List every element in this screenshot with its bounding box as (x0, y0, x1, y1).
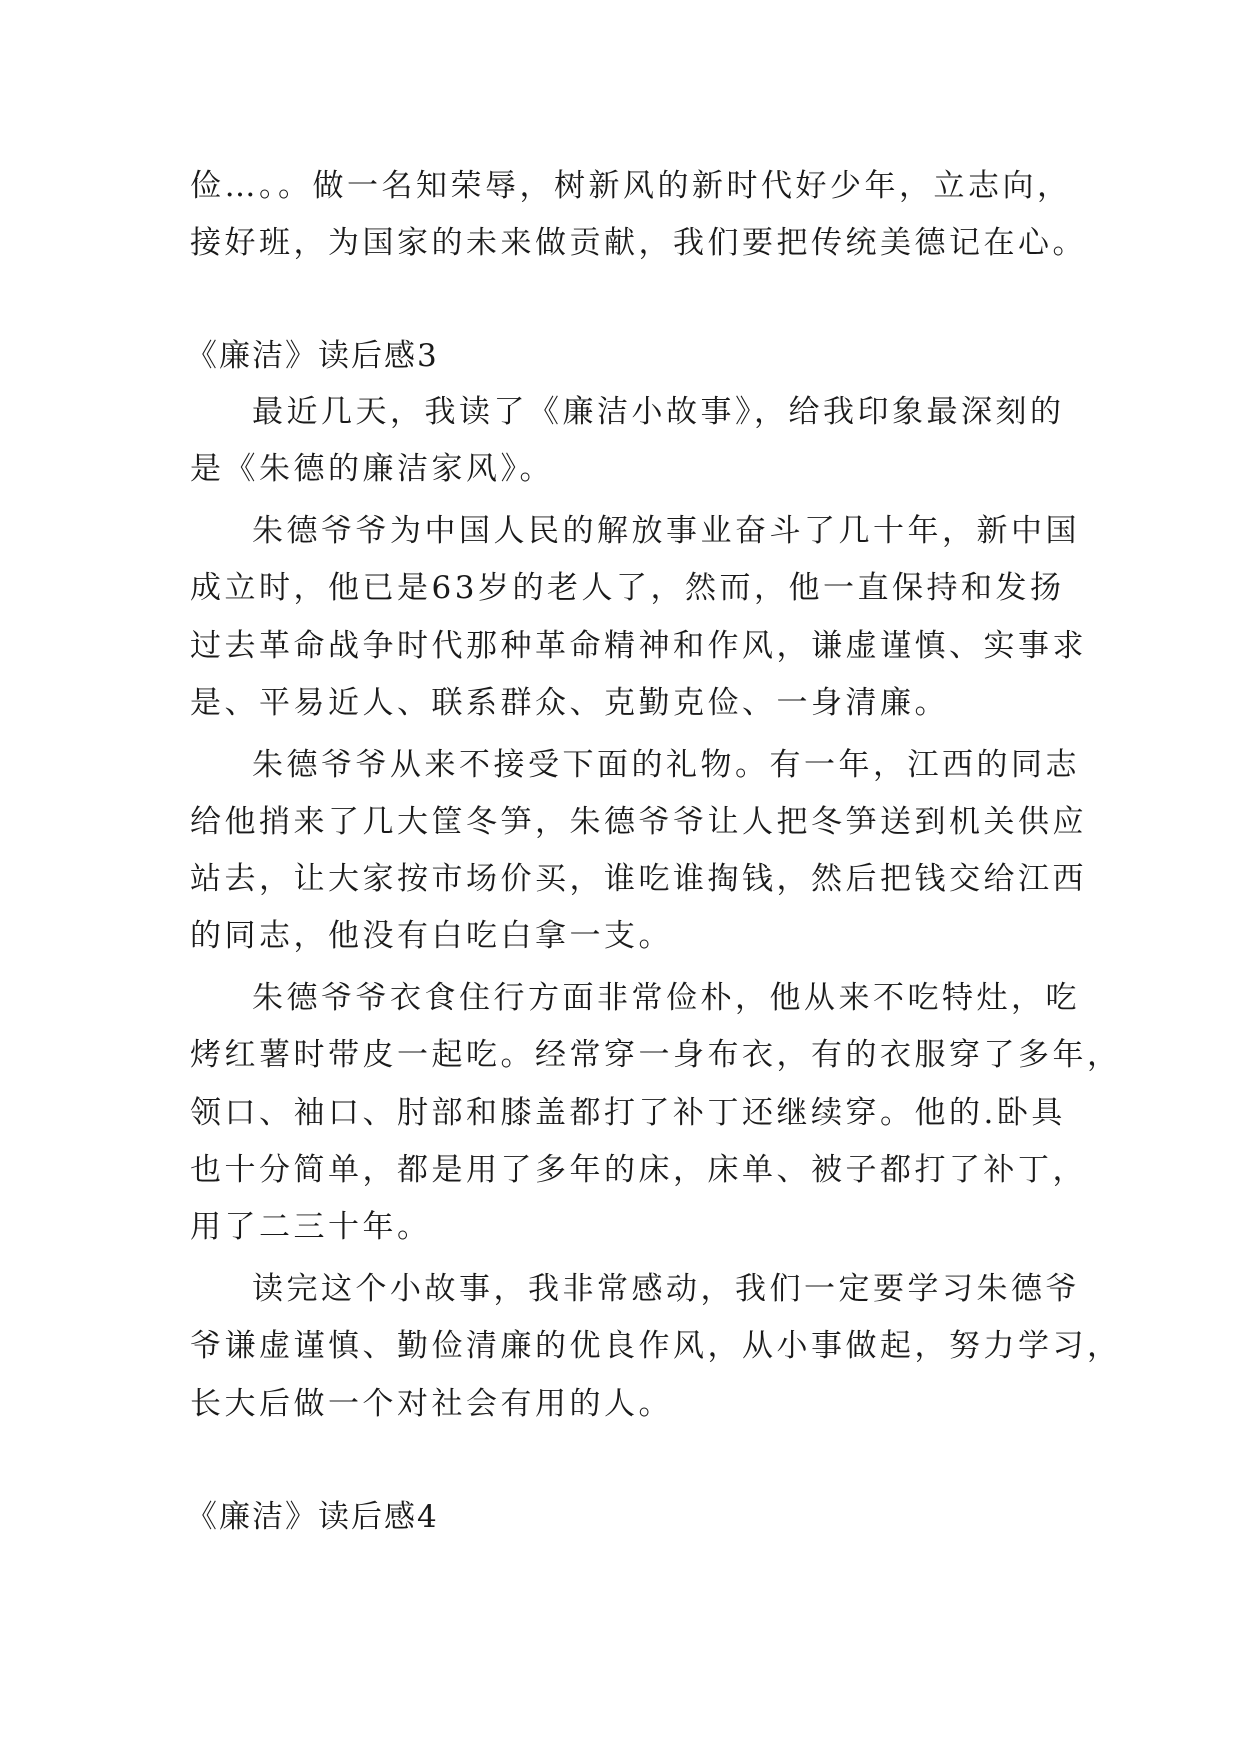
text-line: 朱德爷爷为中国人民的解放事业奋斗了几十年，新中国 (252, 513, 1080, 549)
text-line: 烤红薯时带皮一起吃。经常穿一身布衣，有的衣服穿了多年， (190, 1037, 1122, 1073)
text-line: 最近几天，我读了《廉洁小故事》，给我印象最深刻的 (252, 394, 1065, 430)
text-line: 过去革命战争时代那种革命精神和作风，谦虚谨慎、实事求 (190, 628, 1087, 664)
text-line: 是《朱德的廉洁家风》。 (190, 451, 554, 487)
text-line: 成立时，他已是63岁的老人了，然而，他一直保持和发扬 (190, 570, 1065, 606)
text-line: 是、平易近人、联系群众、克勤克俭、一身清廉。 (190, 685, 949, 721)
text-line: 领口、袖口、肘部和膝盖都打了补丁还继续穿。他的.卧具 (190, 1095, 1066, 1131)
text-line: 也十分简单，都是用了多年的床，床单、被子都打了补丁， (190, 1152, 1087, 1188)
section-heading: 《廉洁》读后感4 (186, 1499, 439, 1535)
text-line: 长大后做一个对社会有用的人。 (190, 1386, 673, 1422)
text-line: 朱德爷爷从来不接受下面的礼物。有一年，江西的同志 (252, 747, 1080, 783)
text-line: 的同志，他没有白吃白拿一支。 (190, 918, 673, 954)
section-heading: 《廉洁》读后感3 (186, 338, 439, 374)
text-line: 朱德爷爷衣食住行方面非常俭朴，他从来不吃特灶，吃 (252, 980, 1080, 1016)
text-line: 俭…。。做一名知荣辱，树新风的新时代好少年，立志向， (190, 168, 1072, 204)
text-line: 给他捎来了几大筐冬笋，朱德爷爷让人把冬笋送到机关供应 (190, 804, 1087, 840)
text-line: 爷谦虚谨慎、勤俭清廉的优良作风，从小事做起，努力学习， (190, 1328, 1122, 1364)
text-line: 用了二三十年。 (190, 1209, 432, 1245)
text-line: 接好班，为国家的未来做贡献，我们要把传统美德记在心。 (190, 225, 1087, 261)
text-line: 读完这个小故事，我非常感动，我们一定要学习朱德爷 (252, 1271, 1080, 1307)
text-line: 站去，让大家按市场价买，谁吃谁掏钱，然后把钱交给江西 (190, 861, 1087, 897)
